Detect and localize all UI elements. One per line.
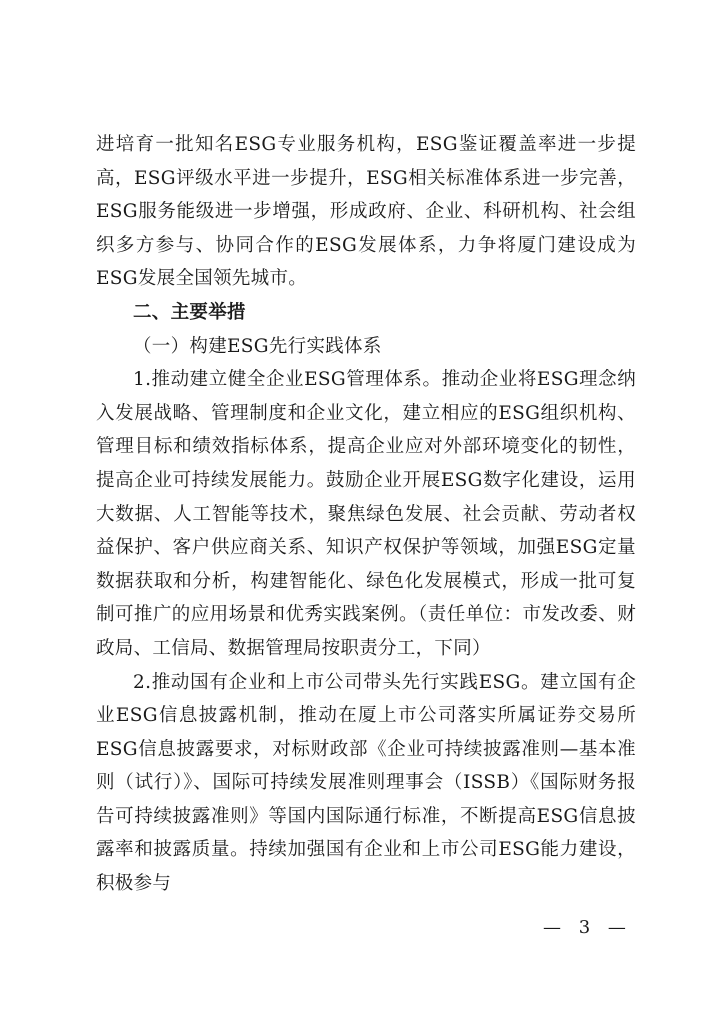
- paragraph-measure-1: 1.推动建立健全企业ESG管理体系。推动企业将ESG理念纳入发展战略、管理制度和企业文化，建立相应的ESG组织机构、管理目标和绩效指标体系，提高企业应对外部环境变化的韧性，提高企业可持续发展能力。鼓励企业开展ESG数字化建设，运用大数据、人工智能等技术，聚焦绿色发展、社会贡献、劳动者权益保护、客户供应商关系、知识产权保护等领域，加强ESG定量数据获取和分析，构建智能化、绿色化发展模式，形成一批可复制可推广的应用场景和优秀实践案例。（责任单位：市发改委、财政局、工信局、数据管理局按职责分工，下同）: [96, 369, 636, 659]
- paragraph-development-goals: 进培育一批知名ESG专业服务机构，ESG鉴证覆盖率进一步提高，ESG评级水平进一步提升，ESG相关标准体系进一步完善，ESG服务能级进一步增强，形成政府、企业、科研机构、社会组织多方参与、协同合作的ESG发展体系，力争将厦门建设成为ESG发展全国领先城市。: [96, 134, 636, 290]
- section-heading-main-measures: 二、主要举措: [133, 301, 246, 323]
- paragraph-measure-2: 2.推动国有企业和上市公司带头先行实践ESG。建立国有企业ESG信息披露机制，推动在厦上市公司落实所属证券交易所ESG信息披露要求，对标财政部《企业可持续披露准则—基本准则（试行）》、国际可持续发展准则理事会（ISSB）《国际财务报告可持续披露准则》等国内国际通行标准，不断提高ESG信息披露率和披露质量。持续加强国有企业和上市公司ESG能力建设，积极参与: [96, 671, 636, 895]
- document-body: [96, 128, 636, 901]
- subsection-heading-esg-practice-system: （一）构建ESG先行实践体系: [133, 335, 382, 357]
- page-number: — 3 —: [543, 917, 632, 938]
